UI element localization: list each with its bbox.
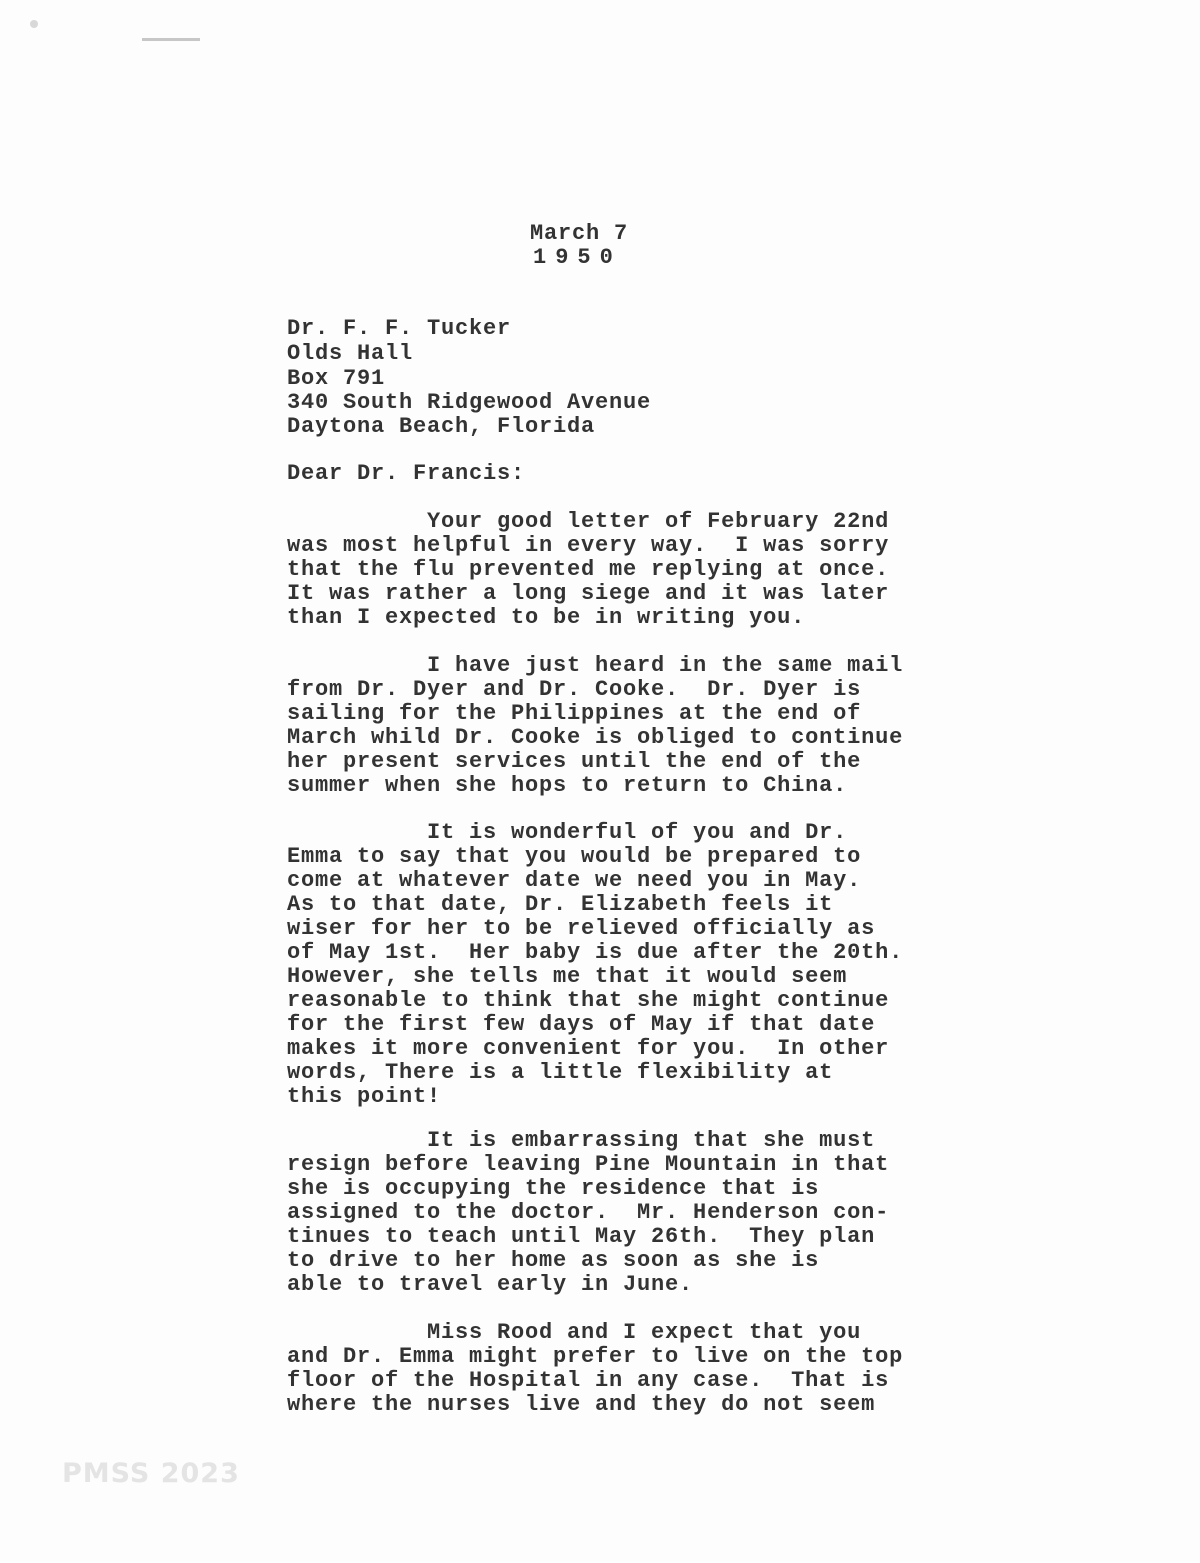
paper-blemish — [30, 20, 38, 28]
body-line: March whild Dr. Cooke is obliged to continue — [287, 725, 904, 750]
body-line: from Dr. Dyer and Dr. Cooke. Dr. Dyer is — [287, 677, 862, 702]
body-line: words, There is a little flexibility at — [287, 1060, 834, 1085]
body-line: It is wonderful of you and Dr. — [287, 820, 848, 845]
recipient-line: Olds Hall — [287, 341, 414, 366]
body-line: makes it more convenient for you. In other — [287, 1036, 890, 1061]
body-line: come at whatever date we need you in May. — [287, 868, 862, 893]
body-line: able to travel early in June. — [287, 1272, 694, 1297]
body-line: she is occupying the residence that is — [287, 1176, 820, 1201]
archive-watermark: PMSS 2023 — [62, 1458, 240, 1489]
salutation: Dear Dr. Francis: — [287, 461, 526, 486]
pencil-mark — [142, 38, 200, 41]
body-line: sailing for the Philippines at the end of — [287, 701, 862, 726]
letter-date-year: 1950 — [533, 245, 622, 270]
body-line: tinues to teach until May 26th. They plan — [287, 1224, 876, 1249]
body-line: Your good letter of February 22nd — [287, 509, 890, 534]
body-line: Emma to say that you would be prepared to — [287, 844, 862, 869]
body-line: this point! — [287, 1084, 442, 1109]
body-line: It was rather a long siege and it was later — [287, 581, 890, 606]
recipient-line: Daytona Beach, Florida — [287, 414, 596, 439]
body-line: than I expected to be in writing you. — [287, 605, 806, 630]
body-line: for the first few days of May if that date — [287, 1012, 876, 1037]
body-line: Miss Rood and I expect that you — [287, 1320, 862, 1345]
body-line: However, she tells me that it would seem — [287, 964, 848, 989]
recipient-line: 340 South Ridgewood Avenue — [287, 390, 652, 415]
body-line: to drive to her home as soon as she is — [287, 1248, 820, 1273]
letter-date-month: March 7 — [530, 221, 629, 246]
body-line: floor of the Hospital in any case. That is — [287, 1368, 890, 1393]
body-line: It is embarrassing that she must — [287, 1128, 876, 1153]
body-line: summer when she hops to return to China. — [287, 773, 848, 798]
body-line: resign before leaving Pine Mountain in that — [287, 1152, 890, 1177]
body-line: her present services until the end of the — [287, 749, 862, 774]
recipient-line: Box 791 — [287, 366, 386, 391]
recipient-line: Dr. F. F. Tucker — [287, 316, 512, 341]
body-line: that the flu prevented me replying at once. — [287, 557, 890, 582]
body-line: wiser for her to be relieved officially as — [287, 916, 876, 941]
body-line: where the nurses live and they do not seem — [287, 1392, 876, 1417]
body-line: of May 1st. Her baby is due after the 20th. — [287, 940, 904, 965]
body-line: was most helpful in every way. I was sorry — [287, 533, 890, 558]
body-line: and Dr. Emma might prefer to live on the top — [287, 1344, 904, 1369]
body-line: I have just heard in the same mail — [287, 653, 904, 678]
body-line: reasonable to think that she might continue — [287, 988, 890, 1013]
body-line: As to that date, Dr. Elizabeth feels it — [287, 892, 834, 917]
body-line: assigned to the doctor. Mr. Henderson con- — [287, 1200, 890, 1225]
